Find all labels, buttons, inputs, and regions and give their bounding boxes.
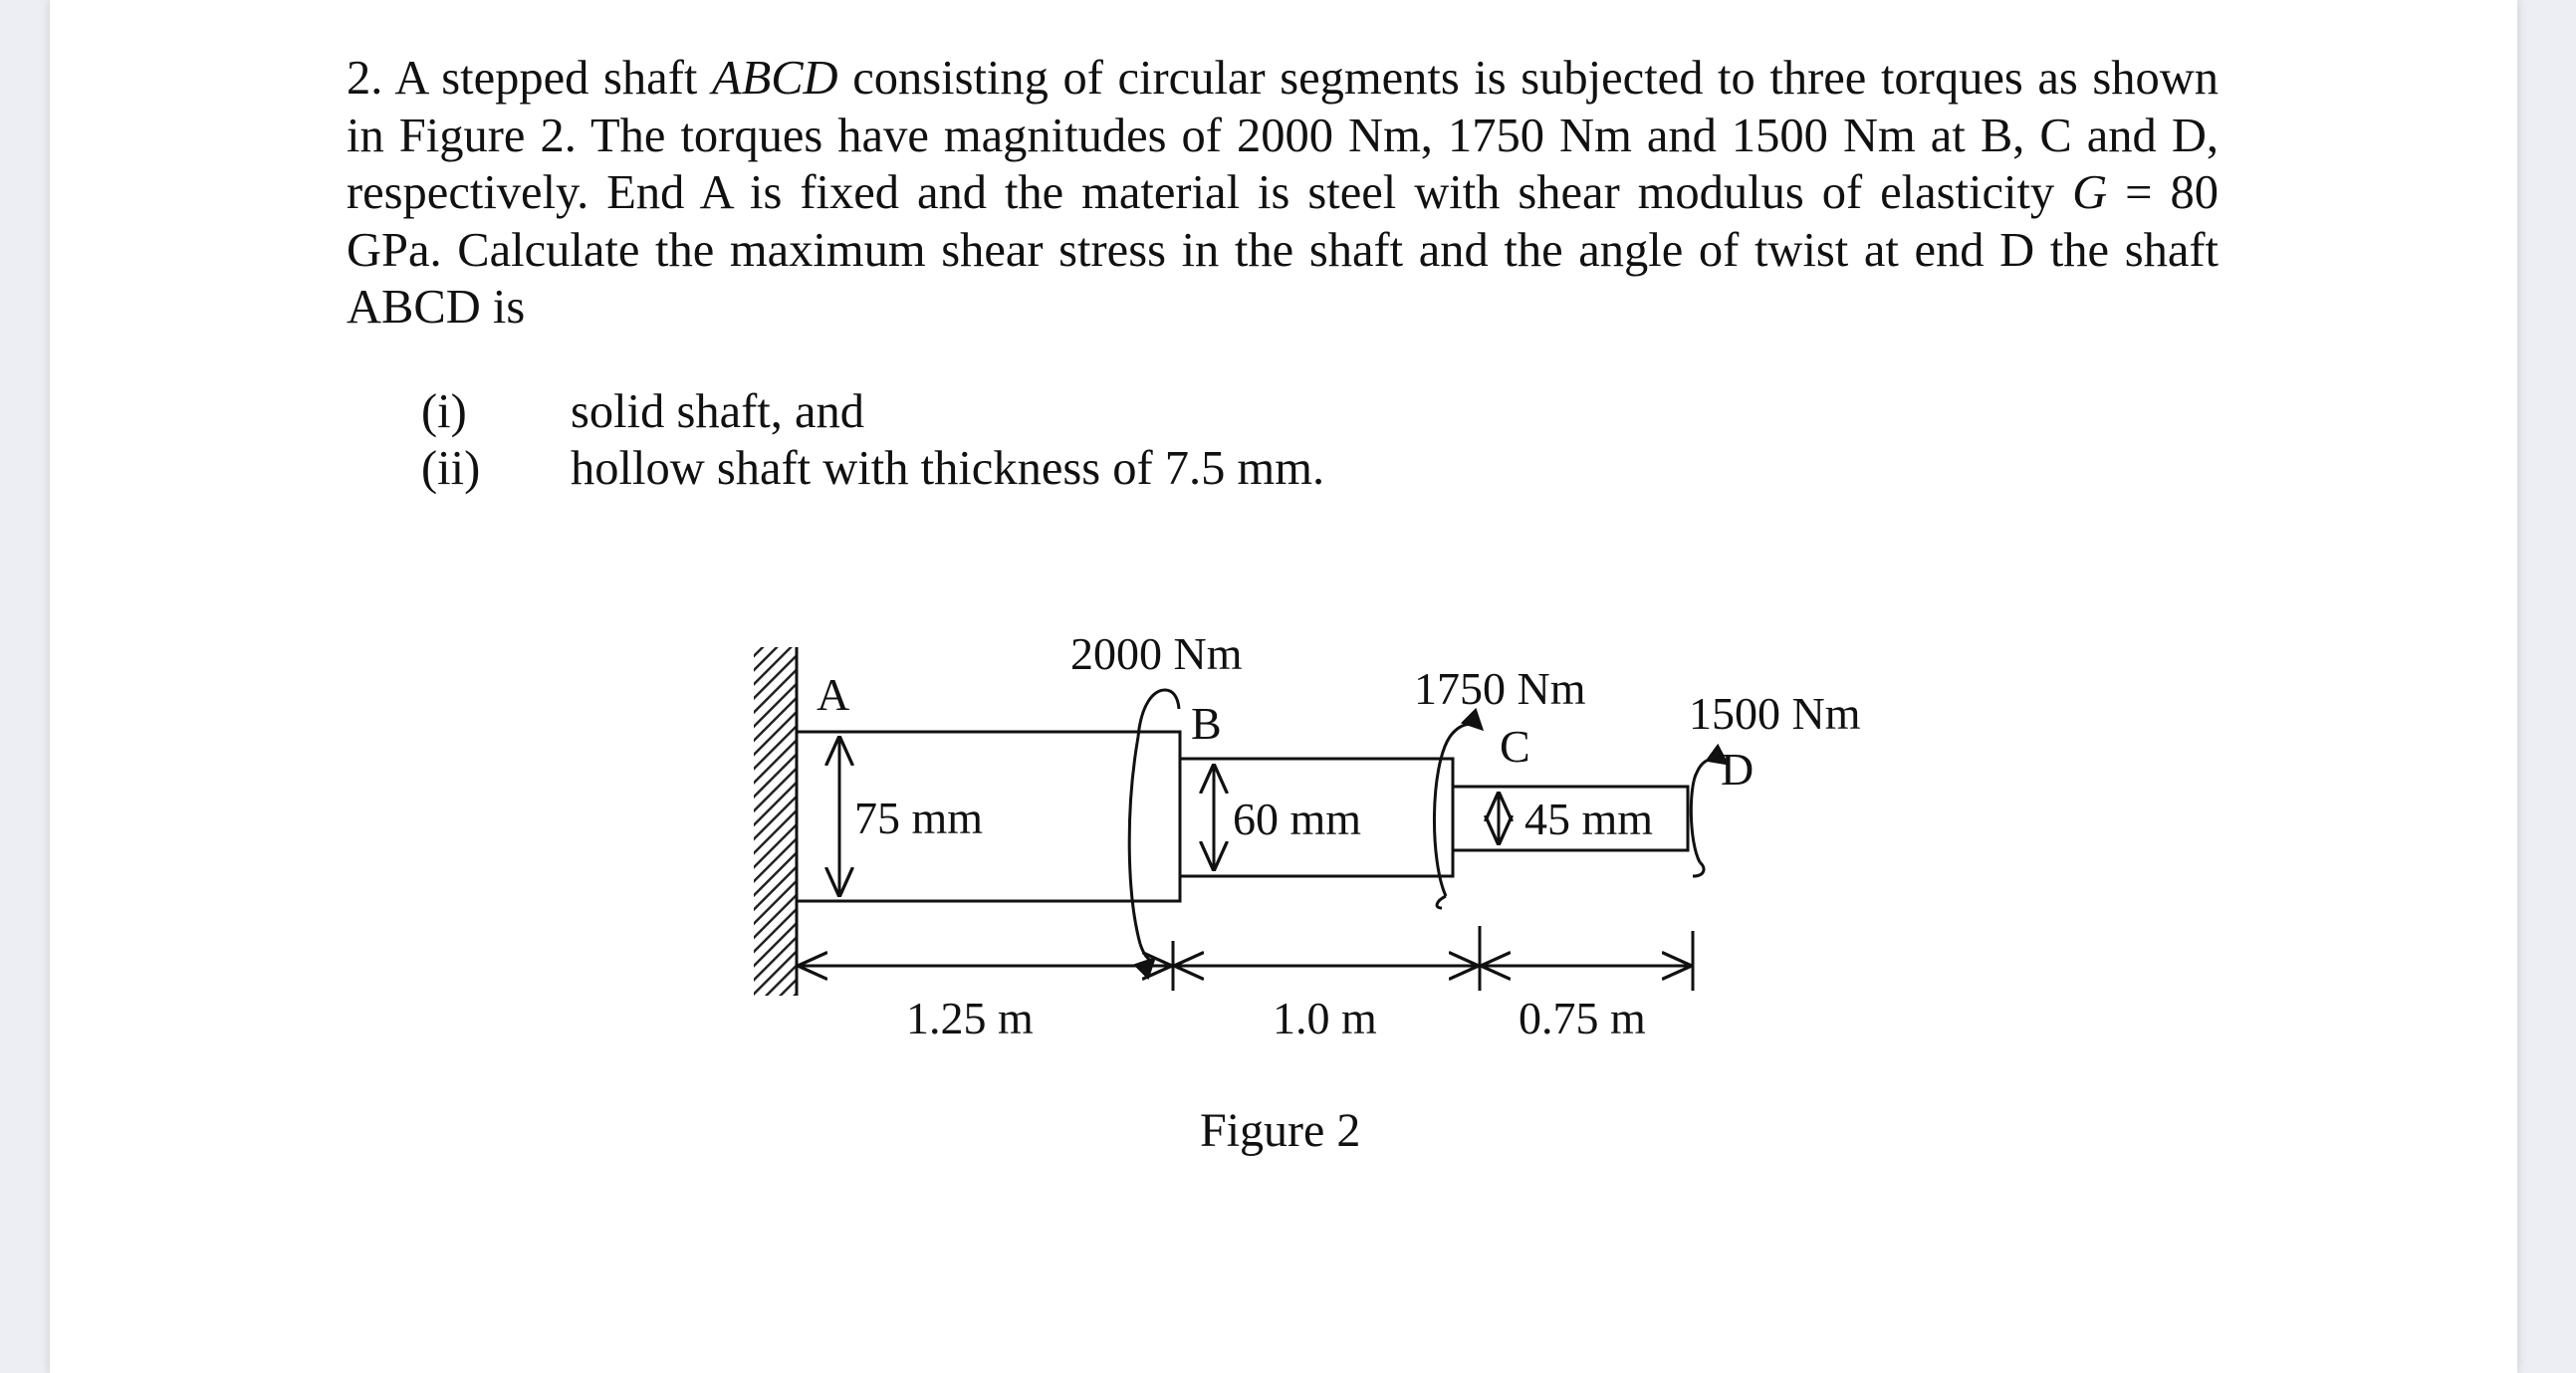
problem-text-2: consisting of circular segments is subjected to three torques as shown in Figure 2. The torques have magnitudes of 2000 Nm, 1750 Nm and 1500 Nm at B, C and D, respectively. End A is fixed and the material is steel with shear modulus of elasticity (347, 52, 2219, 219)
list-item-number: (ii) (421, 442, 481, 495)
point-label-d: D (1721, 744, 1755, 795)
problem-number: 2. (347, 52, 383, 105)
figure-caption: Figure 2 (1200, 1104, 1361, 1157)
length-label-ab: 1.25 m (906, 993, 1034, 1043)
problem-text-1: A stepped shaft (382, 52, 712, 105)
shear-modulus-symbol: G (2072, 166, 2108, 219)
shaft-name: ABCD (711, 52, 838, 105)
point-label-a: A (817, 669, 850, 720)
length-label-cd: 0.75 m (1519, 993, 1646, 1043)
point-label-c: C (1500, 721, 1530, 772)
list-item-number: (i) (421, 385, 467, 438)
fixed-wall-support (754, 647, 798, 996)
torque-label-d: 1500 Nm (1689, 688, 1861, 739)
problem-text-3: = 80 GPa. Calculate the maximum shear stress in the shaft and the angle of twist at end D the shaft ABCD is (347, 166, 2220, 334)
diameter-label-bc: 60 mm (1233, 794, 1362, 844)
torque-c-symbol (1434, 724, 1481, 908)
length-label-bc: 1.0 m (1273, 993, 1377, 1043)
diameter-label-ab: 75 mm (854, 793, 984, 843)
torque-label-b: 2000 Nm (1070, 628, 1243, 679)
point-label-b: B (1191, 698, 1222, 749)
list-item-text: solid shaft, and (571, 385, 865, 438)
torque-label-c: 1750 Nm (1414, 663, 1586, 714)
diameter-label-cd: 45 mm (1524, 794, 1654, 844)
list-item-text: hollow shaft with thickness of 7.5 mm. (571, 442, 1325, 495)
